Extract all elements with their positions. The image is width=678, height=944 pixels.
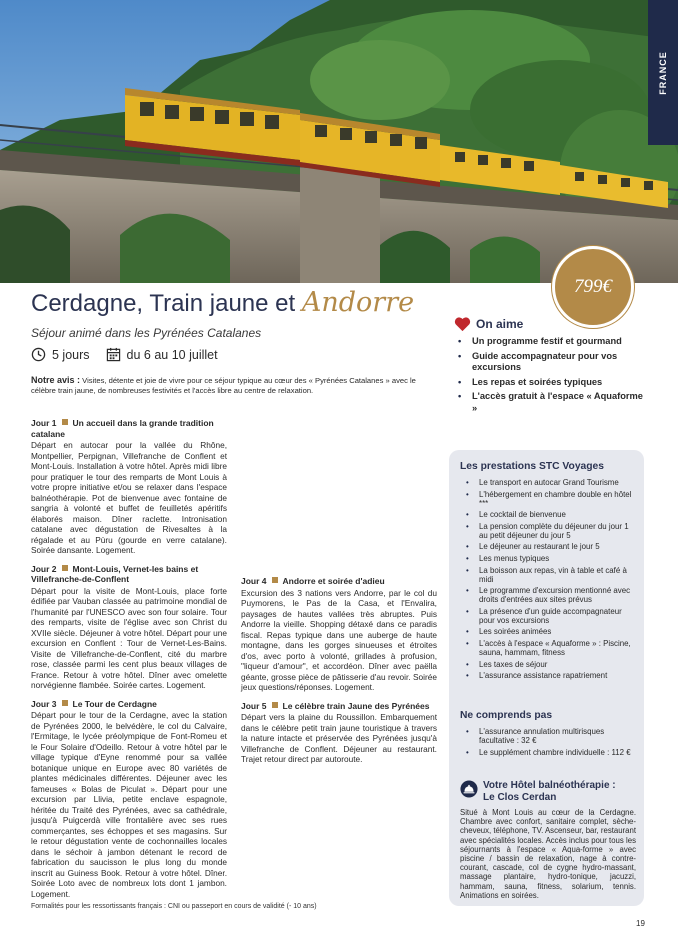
gold-square-icon	[62, 419, 68, 425]
title-main: Cerdagne, Train jaune et	[31, 290, 296, 317]
page-title	[31, 287, 414, 318]
list-item: • La pension complète du déjeuner du jour 1 au petit déjeuner du jour 5	[463, 522, 633, 540]
on-aime-box	[454, 316, 644, 417]
heart-icon	[454, 316, 471, 332]
day-title: Le célèbre train Jaune des Pyrénées	[282, 700, 430, 711]
list-item: • L'accès gratuit à l'espace « Aquaforme »	[472, 391, 644, 414]
non-compris-list	[463, 727, 633, 759]
day-label: Jour 1	[31, 418, 57, 428]
list-item: • La boisson aux repas, vin à table et café à midi	[463, 566, 633, 584]
day-2	[31, 564, 227, 691]
notice-label: Notre avis :	[31, 375, 81, 385]
day-4	[241, 576, 437, 693]
day-label: Jour 4	[241, 576, 267, 586]
notice-text: Visites, détente et joie de vivre pour ce séjour typique au cœur des « Pyrénées Catalanes » avec le célèbre train jaune, de nombreuses festivités et l'accès libre au centre de relaxation.	[31, 376, 416, 395]
hotel-title-1: Votre Hôtel balnéothérapie :	[483, 780, 616, 791]
footnote: Formalités pour les ressortissants français : CNI ou passeport en cours de validité (- 10 ans)	[31, 903, 317, 910]
train-viaduct-illustration	[0, 0, 678, 283]
notre-avis	[31, 375, 441, 396]
day-label: Jour 3	[31, 698, 57, 709]
list-item: • Le cocktail de bienvenue	[463, 510, 633, 519]
day-title: Le Tour de Cerdagne	[72, 698, 157, 709]
day-5	[241, 701, 437, 765]
hotel-title-2: Le Clos Cerdan	[483, 791, 557, 803]
price-value: 799€	[574, 276, 612, 297]
program-column-2	[241, 418, 437, 773]
day-text: Départ vers la plaine du Roussillon. Embarquement dans le célèbre petit train jaune touristique à travers la nature intacte et préservée des Pyrénées jusqu'à Villefranche de Conflent. Déjeuner au restaurant. Trajet retour direct par autoroute.	[241, 712, 437, 764]
page-number: 19	[636, 919, 645, 928]
list-item: • Le programme d'excursion mentionné avec droits d'entrées aux sites prévus	[463, 586, 633, 604]
day-text: Départ pour le tour de la Cerdagne, avec la station de Pyrénées 2000, le belvédère, le col du Calvaire, l'Ermitage, le lycée préolympique de Font-Romeu et le Four Solaire d'Odeillo. Retour à votre hôtel par le village typique d'Eyne renommé pour sa vallée botanique unique en Europe avec 80 variétés de plantes médicinales différentes. Déjeuner avec les fameuses « Bolas de Piculat ». Départ pour une excursion par Llivia, petite enclave espagnole, héritée du Traité des Pyrénées, avec sa cathédrale, jusqu'à Puigcerdà ville frontalière avec ses rues commerçantes, ses échoppes et ses magasins. Sur le retour dégustation vente de cochonnailles locales dans le séchoir à jambon détenant le record de fabrication du saucisson le plus long du monde inscrit au Guiness Book. Retour à votre hôtel. Dîner. Soirée Loto avec de nombreux lots dont 1 jambon. Logement.	[31, 710, 227, 899]
day-label: Jour 5	[241, 700, 267, 711]
list-item: • Le transport en autocar Grand Tourisme	[463, 478, 633, 487]
list-item: • La présence d'un guide accompagnateur pour vos excursions	[463, 607, 633, 625]
calendar-icon	[106, 347, 121, 362]
list-item: • Un programme festif et gourmand	[472, 336, 644, 348]
day-label: Jour 2	[31, 563, 57, 574]
trip-meta	[31, 347, 218, 362]
day-text: Excursion des 3 nations vers Andorre, par le col du Puymorens, le Pas de la Casa, et l'Envalira, paysages de hautes vallées très abruptes. Puis Andorre la vieille. Shopping détaxé dans ce paradis fiscal. Repas typique dans une auberge de haute montagne, dans les gorges sinueuses et étroites d'os, avec porto à volonté, grillades à profusion, "liqueur d'amour", et accordéon. Dîner avec paëlla géante, grosse pièce de pâtisserie d'au revoir. Soirée jeux questions/réponses. Logement.	[241, 587, 437, 692]
day-3	[31, 698, 227, 899]
dates: du 6 au 10 juillet	[126, 347, 218, 362]
prestations-list	[463, 478, 633, 683]
program-column-1	[31, 418, 227, 899]
hero-photo	[0, 0, 678, 283]
list-item: • Les menus typiques	[463, 554, 633, 563]
gold-square-icon	[272, 702, 278, 708]
list-item: • L'assurance assistance rapatriement	[463, 671, 633, 680]
day-text: Départ en autocar pour la vallée du Rhône, Montpellier, Perpignan, Villefranche de Conflent et Mont-Louis. Installation à votre hôtel. Après midi libre pour pratiquer le tour des remparts de Mont Louis à votre propre initiative et/ou se relaxer dans l'espace balnéothérapie. Pot de bienvenue avec fontaine de sangria à volonté et buffet de feuilletés apéritifs élaborés maison. Dîner raclette. Intronisation catalane avec dégustation de Rivesaltes à la régalade et au Pùru (gourde en verre catalane). Soirée dansante. Logement.	[31, 440, 227, 555]
subtitle: Séjour animé dans les Pyrénées Catalanes	[31, 326, 262, 340]
duration: 5 jours	[52, 347, 90, 362]
prestations-title: Les prestations STC Voyages	[460, 461, 605, 472]
list-item: • Le déjeuner au restaurant le jour 5	[463, 542, 633, 551]
prestations-panel	[449, 450, 644, 906]
gold-square-icon	[272, 577, 278, 583]
country-label: FRANCE	[658, 50, 668, 95]
on-aime-title: On aime	[476, 317, 524, 331]
list-item: • Les soirées animées	[463, 627, 633, 636]
day-title: Andorre et soirée d'adieu	[282, 576, 385, 586]
list-item: • L'hébergement en chambre double en hôtel ***	[463, 490, 633, 508]
hotel-heading	[460, 780, 616, 803]
list-item: • Les taxes de séjour	[463, 660, 633, 669]
list-item: • L'accès à l'espace « Aquaforme » : Piscine, sauna, hammam, fitness	[463, 639, 633, 657]
list-item: • Le supplément chambre individuelle : 112 €	[463, 748, 633, 757]
list-item: • Guide accompagnateur pour vos excursions	[472, 351, 644, 374]
non-compris-title: Ne comprends pas	[460, 710, 553, 721]
day-title: Un accueil dans la grande tradition catalane	[31, 418, 214, 439]
list-item: • Les repas et soirées typiques	[472, 377, 644, 389]
hotel-bell-icon	[460, 780, 478, 798]
country-tab	[648, 0, 678, 145]
clock-icon	[31, 347, 46, 362]
list-item: • L'assurance annulation multirisques facultative : 32 €	[463, 727, 633, 745]
day-1	[31, 418, 227, 556]
day-title: Mont-Louis, Vernet-les bains et Villefranche-de-Conflent	[31, 563, 199, 584]
title-accent: Andorre	[301, 287, 415, 318]
on-aime-list	[454, 336, 644, 414]
gold-square-icon	[62, 565, 68, 571]
gold-square-icon	[62, 700, 68, 706]
hotel-description: Situé à Mont Louis au cœur de la Cerdagne. Chambre avec confort, sanitaire complet, sèche-cheveux, téléphone, TV. Ascenseur, bar, restaurant avec spécialités locales. Accès inclus pour tous les séjournants à l'espace « Aqua-forme » avec piscine / bassin de relaxation, nage à contre-courant, cascade, col de cygne hydro-massant, massage plantaire, hydro-tonique, jacuzzi, hammam, sauna, fitness, solarium, tennis. Animations en soirées.	[460, 808, 636, 900]
day-text: Départ pour la visite de Mont-Louis, place forte édifiée par Vauban classée au patrimoine mondial de l'humanité par l'UNESCO avec son four solaire. Tour des remparts, visite de l'église avec son Christ du XVIIe siècle. Déjeuner à votre hôtel. Départ pour une excursion en Conflent : Tour de Vernet-Les-Bains. Visite de Villefranche-de-Conflent, cité du marbre rose, classée parmi les cent plus beaux villages de France. Retour à votre hôtel. Dîner avec omelette norvégienne flambée. Soirée cartes. Logement.	[31, 585, 227, 690]
